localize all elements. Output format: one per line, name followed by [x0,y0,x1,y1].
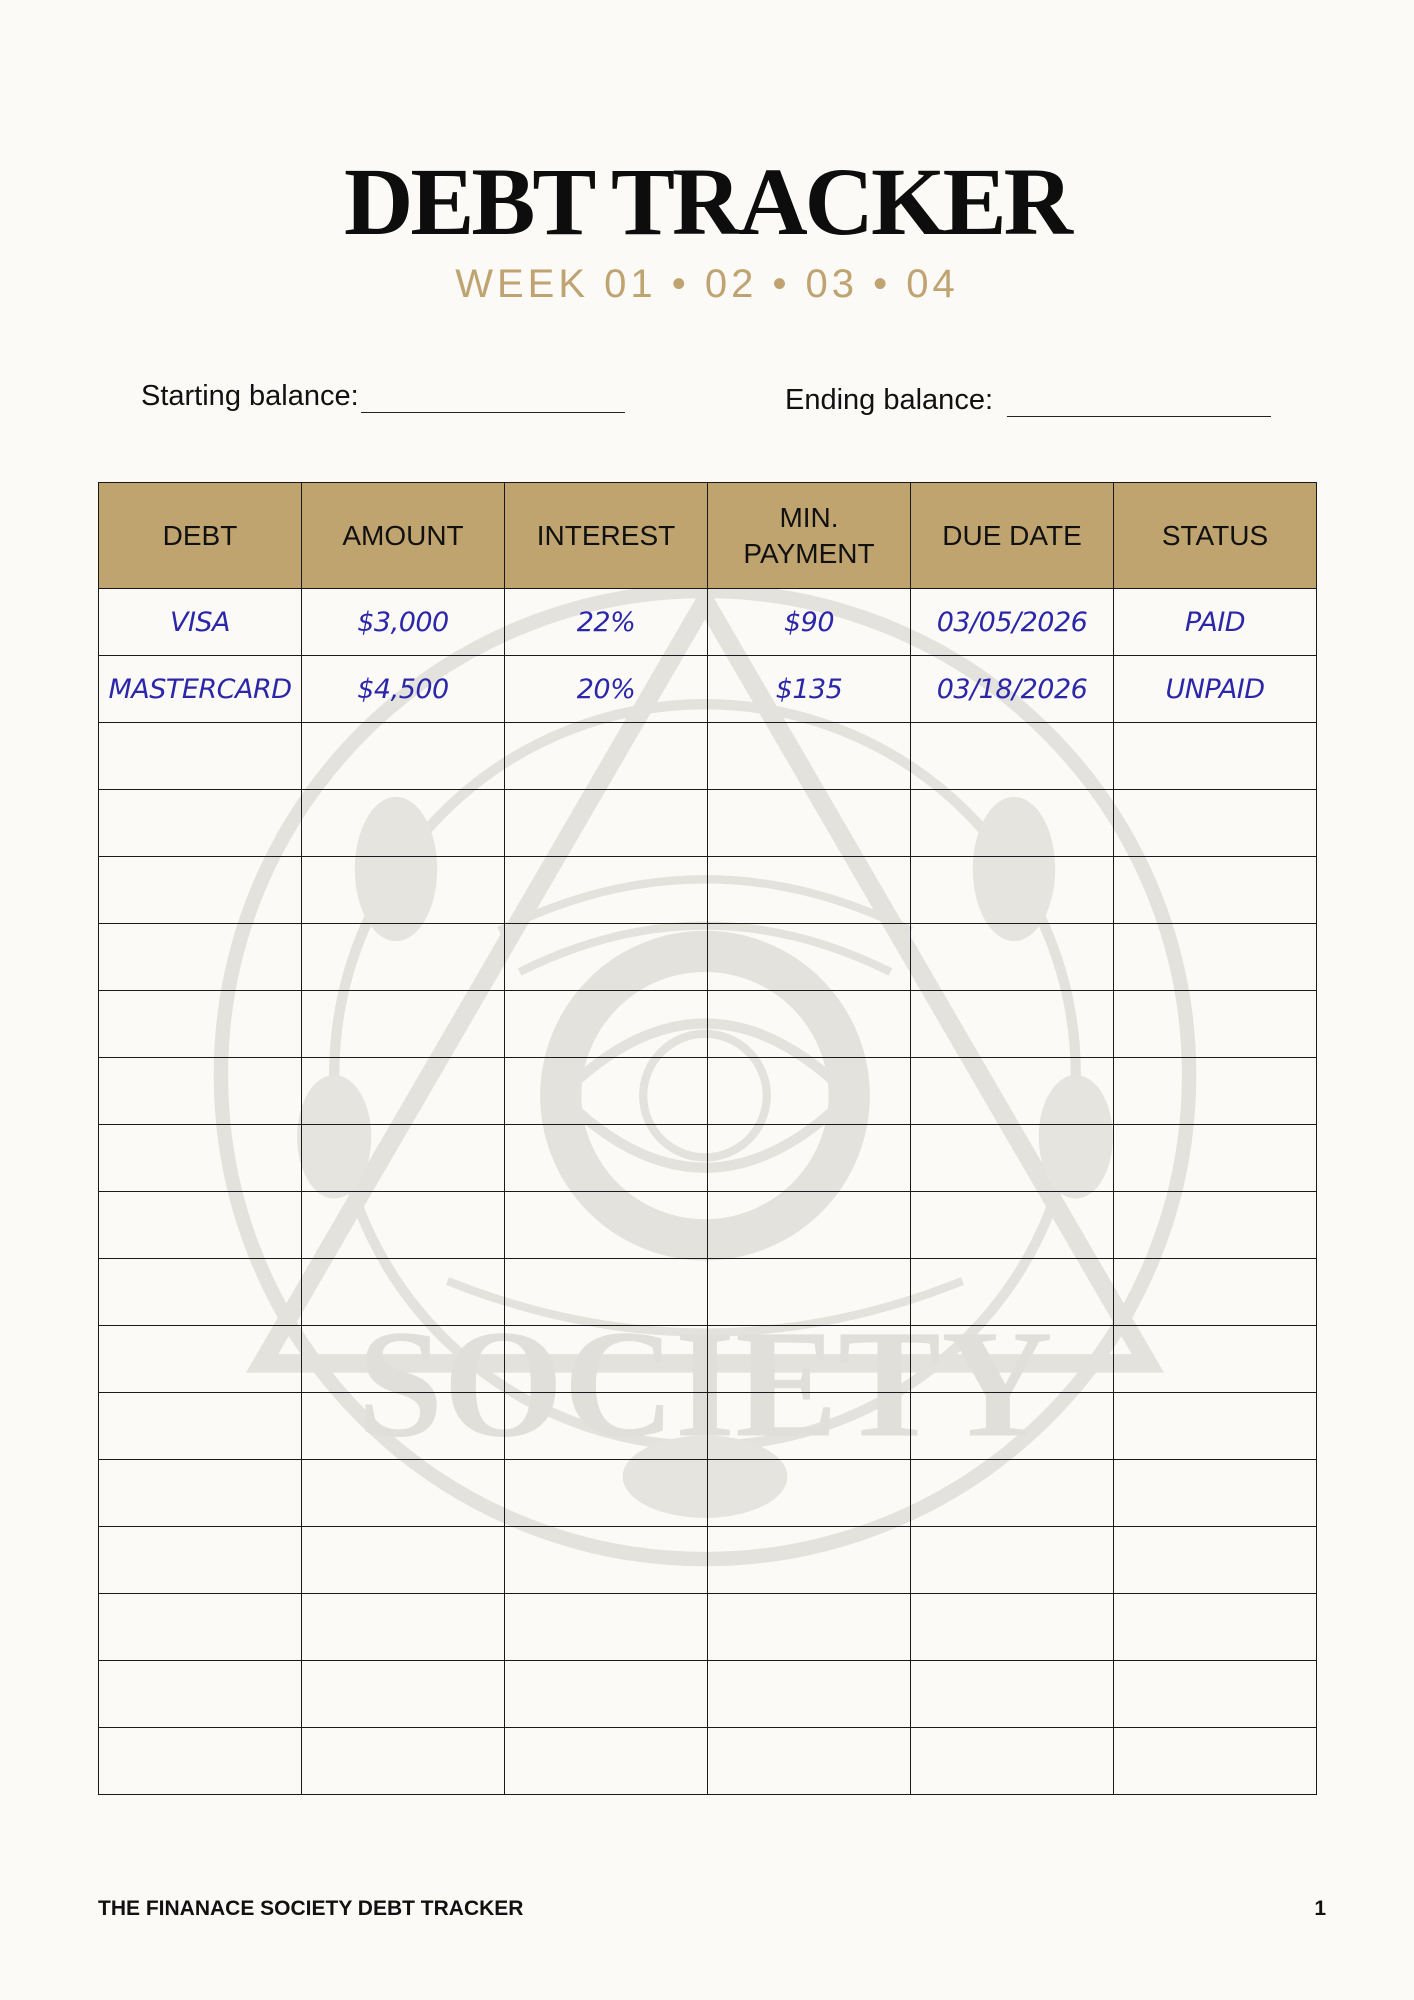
status-cell[interactable] [1114,1326,1317,1393]
status-cell[interactable] [1114,1192,1317,1259]
debt-cell[interactable] [99,1058,302,1125]
min-payment-cell[interactable]: $135 [708,656,911,723]
amount-cell[interactable] [302,723,505,790]
starting-balance-blank[interactable] [361,382,625,413]
page-title: DEBT TRACKER [344,148,1070,255]
min-payment-cell[interactable] [708,1326,911,1393]
status-cell[interactable] [1114,924,1317,991]
footer-document-title: THE FINANACE SOCIETY DEBT TRACKER [98,1897,524,1920]
status-cell[interactable] [1114,1728,1317,1795]
amount-cell[interactable] [302,991,505,1058]
due-date-cell[interactable] [911,857,1114,924]
interest-cell[interactable] [505,1661,708,1728]
status-cell[interactable] [1114,723,1317,790]
debt-cell[interactable]: MASTERCARD [99,656,302,723]
status-cell[interactable]: PAID [1114,589,1317,656]
interest-cell[interactable] [505,1058,708,1125]
due-date-cell[interactable]: 03/18/2026 [911,656,1114,723]
ending-balance-label: Ending balance: [785,384,993,416]
interest-cell[interactable] [505,723,708,790]
due-date-cell[interactable] [911,1728,1114,1795]
amount-cell[interactable] [302,1393,505,1460]
amount-cell[interactable] [302,1460,505,1527]
debt-cell[interactable] [99,1728,302,1795]
interest-cell[interactable] [505,1326,708,1393]
status-cell[interactable] [1114,991,1317,1058]
status-cell[interactable] [1114,857,1317,924]
debt-cell[interactable] [99,1192,302,1259]
min-payment-cell[interactable] [708,1192,911,1259]
interest-cell[interactable] [505,991,708,1058]
min-payment-cell[interactable] [708,1259,911,1326]
amount-cell[interactable] [302,1527,505,1594]
table-row-empty [99,1326,1317,1393]
interest-cell[interactable] [505,1594,708,1661]
interest-cell[interactable] [505,1728,708,1795]
table-row-empty [99,1728,1317,1795]
debt-cell[interactable] [99,857,302,924]
column-header-amount: AMOUNT [302,483,505,589]
table-row-empty [99,790,1317,857]
week-selector-label: WEEK 01 • 02 • 03 • 04 [455,262,959,306]
status-cell[interactable] [1114,1393,1317,1460]
table-row-empty [99,1594,1317,1661]
interest-cell[interactable]: 20% [505,656,708,723]
due-date-cell[interactable] [911,1259,1114,1326]
due-date-cell[interactable] [911,723,1114,790]
debt-table [98,482,1317,1795]
status-cell[interactable] [1114,1661,1317,1728]
interest-cell[interactable] [505,857,708,924]
interest-cell[interactable]: 22% [505,589,708,656]
watermark-society-text: SOCIETY [357,1298,1053,1470]
min-payment-cell[interactable] [708,1125,911,1192]
interest-cell[interactable] [505,1460,708,1527]
amount-cell[interactable] [302,1728,505,1795]
debt-cell[interactable] [99,1460,302,1527]
ending-balance-field [785,384,1271,417]
debt-cell[interactable] [99,924,302,991]
debt-cell[interactable] [99,723,302,790]
amount-cell[interactable] [302,924,505,991]
min-payment-cell[interactable] [708,1594,911,1661]
interest-cell[interactable] [505,1192,708,1259]
amount-cell[interactable]: $4,500 [302,656,505,723]
min-payment-cell[interactable] [708,723,911,790]
min-payment-cell[interactable] [708,857,911,924]
table-row-empty [99,1661,1317,1728]
amount-cell[interactable] [302,1192,505,1259]
min-payment-cell[interactable] [708,991,911,1058]
debt-cell[interactable]: VISA [99,589,302,656]
status-cell[interactable] [1114,1259,1317,1326]
status-cell[interactable] [1114,1594,1317,1661]
due-date-cell[interactable] [911,1393,1114,1460]
due-date-cell[interactable] [911,1326,1114,1393]
due-date-cell[interactable] [911,1125,1114,1192]
amount-cell[interactable] [302,1594,505,1661]
debt-cell[interactable] [99,991,302,1058]
table-row-empty [99,1259,1317,1326]
due-date-cell[interactable] [911,790,1114,857]
debt-cell[interactable] [99,1527,302,1594]
min-payment-cell[interactable] [708,1728,911,1795]
due-date-cell[interactable] [911,1460,1114,1527]
debt-cell[interactable] [99,790,302,857]
column-header-status: STATUS [1114,483,1317,589]
min-payment-cell[interactable] [708,1527,911,1594]
table-row-empty [99,857,1317,924]
due-date-cell[interactable] [911,991,1114,1058]
min-payment-cell[interactable] [708,1460,911,1527]
table-row [99,589,1317,656]
interest-cell[interactable] [505,924,708,991]
min-payment-cell[interactable] [708,1058,911,1125]
status-cell[interactable] [1114,1460,1317,1527]
due-date-cell[interactable] [911,1192,1114,1259]
due-date-cell[interactable] [911,924,1114,991]
amount-cell[interactable] [302,1326,505,1393]
table-row-empty [99,1058,1317,1125]
interest-cell[interactable] [505,1259,708,1326]
min-payment-cell[interactable] [708,1393,911,1460]
min-payment-cell[interactable]: $90 [708,589,911,656]
debt-cell[interactable] [99,1661,302,1728]
amount-cell[interactable] [302,790,505,857]
min-payment-cell[interactable] [708,1661,911,1728]
amount-cell[interactable] [302,1125,505,1192]
column-header-interest: INTEREST [505,483,708,589]
status-cell[interactable]: UNPAID [1114,656,1317,723]
column-header-min-payment: MIN. PAYMENT [708,483,911,589]
status-cell[interactable] [1114,1058,1317,1125]
table-row [99,656,1317,723]
debt-cell[interactable] [99,1125,302,1192]
status-cell[interactable] [1114,1527,1317,1594]
amount-cell[interactable] [302,1058,505,1125]
debt-cell[interactable] [99,1326,302,1393]
table-row-empty [99,723,1317,790]
due-date-cell[interactable] [911,1058,1114,1125]
amount-cell[interactable] [302,1661,505,1728]
table-row-empty [99,924,1317,991]
table-row-empty [99,1527,1317,1594]
min-payment-cell[interactable] [708,924,911,991]
amount-cell[interactable] [302,1259,505,1326]
ending-balance-blank[interactable] [1007,386,1271,417]
column-header-due-date: DUE DATE [911,483,1114,589]
due-date-cell[interactable]: 03/05/2026 [911,589,1114,656]
due-date-cell[interactable] [911,1661,1114,1728]
debt-cell[interactable] [99,1259,302,1326]
min-payment-cell[interactable] [708,790,911,857]
starting-balance-label: Starting balance: [141,380,359,412]
table-row-empty [99,1460,1317,1527]
table-header-row [99,483,1317,589]
starting-balance-field [141,380,625,413]
column-header-debt: DEBT [99,483,302,589]
table-row-empty [99,1125,1317,1192]
table-row-empty [99,991,1317,1058]
status-cell[interactable] [1114,790,1317,857]
amount-cell[interactable]: $3,000 [302,589,505,656]
debt-cell[interactable] [99,1393,302,1460]
interest-cell[interactable] [505,1125,708,1192]
interest-cell[interactable] [505,1393,708,1460]
debt-cell[interactable] [99,1594,302,1661]
status-cell[interactable] [1114,1125,1317,1192]
table-row-empty [99,1192,1317,1259]
due-date-cell[interactable] [911,1594,1114,1661]
interest-cell[interactable] [505,1527,708,1594]
due-date-cell[interactable] [911,1527,1114,1594]
amount-cell[interactable] [302,857,505,924]
footer-page-number: 1 [1314,1897,1326,1920]
interest-cell[interactable] [505,790,708,857]
table-row-empty [99,1393,1317,1460]
